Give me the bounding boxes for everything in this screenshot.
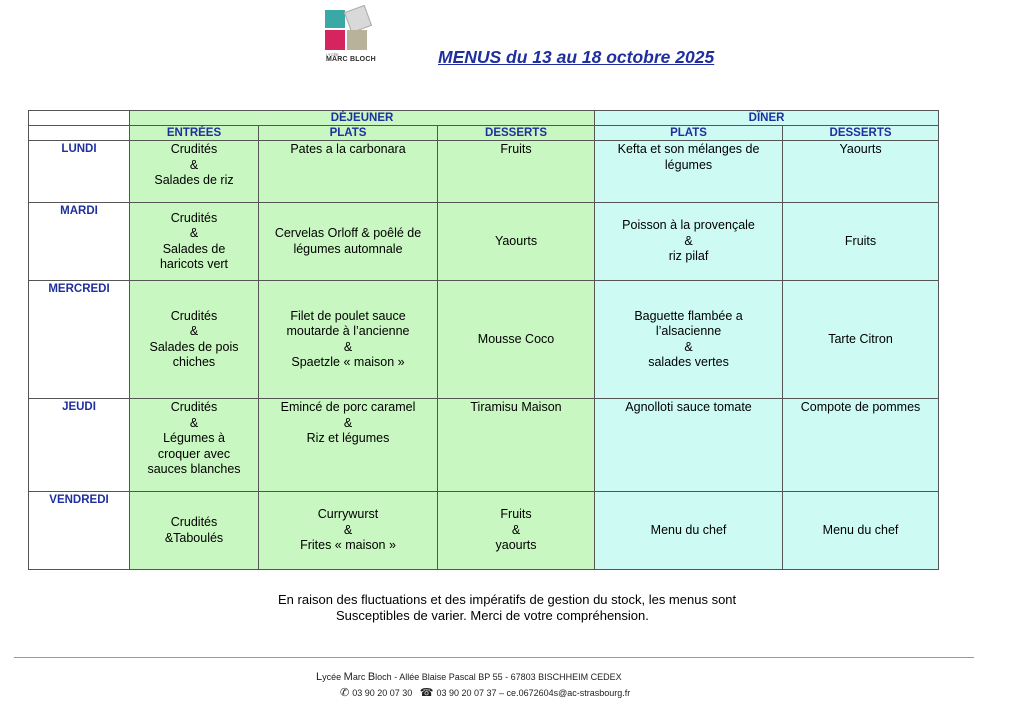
menu-line: Salades de pois (149, 339, 239, 354)
menu-line: & (511, 522, 521, 537)
header-empty-cell (29, 126, 130, 141)
menu-line: Mousse Coco (477, 331, 555, 346)
menu-line: & (189, 226, 199, 240)
cell-plat-diner (595, 141, 783, 203)
cell-dessert-dejeuner (438, 281, 595, 399)
logo-name-text: MARC BLOCH (326, 56, 376, 63)
menu-line: Crudités (170, 308, 218, 323)
menu-line: &Taboulés (164, 530, 224, 545)
menu-line: Compote de pommes (800, 400, 921, 414)
logo-lycee-text: LYCÉE (326, 52, 339, 57)
header-diner: DÎNER (595, 111, 939, 126)
cell-plat-dejeuner (259, 399, 438, 492)
cell-dessert-dejeuner (438, 141, 595, 203)
menu-line: yaourts (495, 538, 537, 553)
school-name-initial-b: B (367, 671, 376, 683)
header-dejeuner: DÉJEUNER (130, 111, 595, 126)
school-name-part: arc (352, 672, 368, 682)
header-row-meals (29, 111, 939, 126)
fax-icon: ☎ (419, 687, 434, 699)
school-name-part: ycée (322, 672, 344, 682)
menu-line: sauces blanches (147, 462, 241, 476)
school-logo (322, 6, 382, 68)
menu-line: Légumes à (163, 431, 225, 445)
table-row (29, 141, 939, 203)
menu-line: Baguette flambée a (634, 308, 743, 323)
school-name-initial-m: M (343, 671, 353, 683)
cell-entree (130, 203, 259, 281)
menu-line: Crudités (170, 400, 218, 414)
menu-line: Poisson à la provençale (622, 218, 755, 233)
menu-line: & (189, 157, 199, 172)
cell-dessert-diner (783, 492, 939, 570)
menu-line: Filet de poulet sauce (290, 308, 406, 323)
table-row (29, 203, 939, 281)
menu-line: moutarde à l’ancienne (286, 324, 410, 338)
menu-line: Cervelas Orloff & poêlé de (274, 226, 422, 240)
cell-plat-diner (595, 399, 783, 492)
menu-line: Spaetzle « maison » (291, 355, 405, 369)
cell-dessert-diner (783, 281, 939, 399)
menu-line: Yaourts (494, 233, 538, 248)
cell-plat-diner (595, 203, 783, 281)
notice-line-2: Susceptibles de varier. Merci de votre compréhension. (336, 608, 649, 623)
day-label: LUNDI (29, 141, 130, 203)
notice-line-1: En raison des fluctuations et des impératifs de gestion du stock, les menus sont (278, 592, 737, 607)
menu-line: riz pilaf (668, 249, 709, 264)
menu-line: Fruits (500, 507, 532, 522)
cell-entree (130, 492, 259, 570)
fax-and-email: 03 90 20 07 37 – ce.0672604s@ac-strasbourg.fr (436, 688, 631, 698)
header-row-courses (29, 126, 939, 141)
cell-plat-diner (595, 492, 783, 570)
header-desserts-diner: DESSERTS (783, 126, 939, 141)
cell-dessert-diner (783, 399, 939, 492)
phone-icon: ✆ (340, 687, 350, 699)
cell-plat-dejeuner (259, 141, 438, 203)
logo-piece-pink (325, 30, 345, 50)
cell-dessert-dejeuner (438, 492, 595, 570)
menu-line: Tarte Citron (828, 331, 893, 346)
day-label: MERCREDI (29, 281, 130, 399)
menu-line: Agnolloti sauce tomate (625, 400, 752, 414)
menu-line: Crudités (170, 142, 218, 156)
footer-divider (14, 657, 974, 658)
cell-plat-diner (595, 281, 783, 399)
table-row (29, 492, 939, 570)
menu-body (29, 141, 939, 570)
phone-number: 03 90 20 07 30 (352, 688, 413, 698)
cell-dessert-diner (783, 141, 939, 203)
menu-line: Fruits (844, 233, 877, 248)
logo-piece-teal (325, 10, 345, 28)
menu-line: haricots vert (159, 257, 229, 271)
menu-line: & (343, 415, 353, 430)
cell-dessert-dejeuner (438, 203, 595, 281)
menu-table (28, 110, 939, 570)
menu-line: Tiramisu Maison (470, 400, 562, 414)
menu-line: Salades de riz (154, 173, 234, 187)
school-name-part: loch (375, 672, 392, 682)
menu-line: Menu du chef (822, 522, 899, 537)
header-plats-dejeuner: PLATS (259, 126, 438, 141)
menu-line: & (684, 339, 693, 354)
menu-line: l’alsacienne (655, 324, 722, 338)
header-desserts-dejeuner: DESSERTS (438, 126, 595, 141)
cell-dessert-dejeuner (438, 399, 595, 492)
table-row (29, 281, 939, 399)
menu-line: salades vertes (648, 355, 729, 369)
menu-line: Frites « maison » (300, 538, 396, 553)
cell-entree (130, 399, 259, 492)
day-label: VENDREDI (29, 492, 130, 570)
header-entrees: ENTRÉES (130, 126, 259, 141)
cell-plat-dejeuner (259, 492, 438, 570)
menu-line: Currywurst (317, 507, 379, 522)
menu-line: & (343, 339, 353, 354)
menu-line: légumes automnale (293, 241, 403, 256)
menu-line: & (343, 522, 353, 537)
cell-plat-dejeuner (259, 281, 438, 399)
page-title: MENUS du 13 au 18 octobre 2025 (438, 47, 715, 67)
cell-entree (130, 281, 259, 399)
menu-line: Emincé de porc caramel (280, 400, 416, 414)
footer-address-line (316, 671, 622, 683)
day-label: MARDI (29, 203, 130, 281)
menu-line: Salades de (162, 241, 226, 256)
menu-line: Pates a la carbonara (290, 142, 406, 156)
table-row (29, 399, 939, 492)
menu-line: Yaourts (839, 142, 882, 156)
menu-line: & (684, 233, 693, 248)
menu-line: croquer avec (157, 446, 231, 461)
logo-piece-gray (344, 5, 372, 33)
header-plats-diner: PLATS (595, 126, 783, 141)
menu-line: & (189, 415, 199, 430)
cell-dessert-diner (783, 203, 939, 281)
menu-line: chiches (172, 355, 216, 369)
header-empty-cell (29, 111, 130, 126)
menu-line: Crudités (170, 210, 218, 225)
day-label: JEUDI (29, 399, 130, 492)
logo-piece-olive (347, 30, 367, 50)
cell-entree (130, 141, 259, 203)
footer-contact-line (340, 686, 630, 699)
school-address: - Allée Blaise Pascal BP 55 - 67803 BISCHHEIM CEDEX (391, 672, 622, 682)
menu-line: légumes (664, 157, 713, 172)
menu-line: Riz et légumes (306, 431, 390, 445)
menu-line: Kefta et son mélanges de (617, 142, 760, 156)
menu-line: Menu du chef (650, 522, 727, 537)
menu-line: Fruits (500, 142, 532, 156)
cell-plat-dejeuner (259, 203, 438, 281)
menu-line: & (189, 324, 199, 338)
menu-line: Crudités (170, 515, 218, 529)
school-name-initial-l: L (316, 671, 323, 683)
